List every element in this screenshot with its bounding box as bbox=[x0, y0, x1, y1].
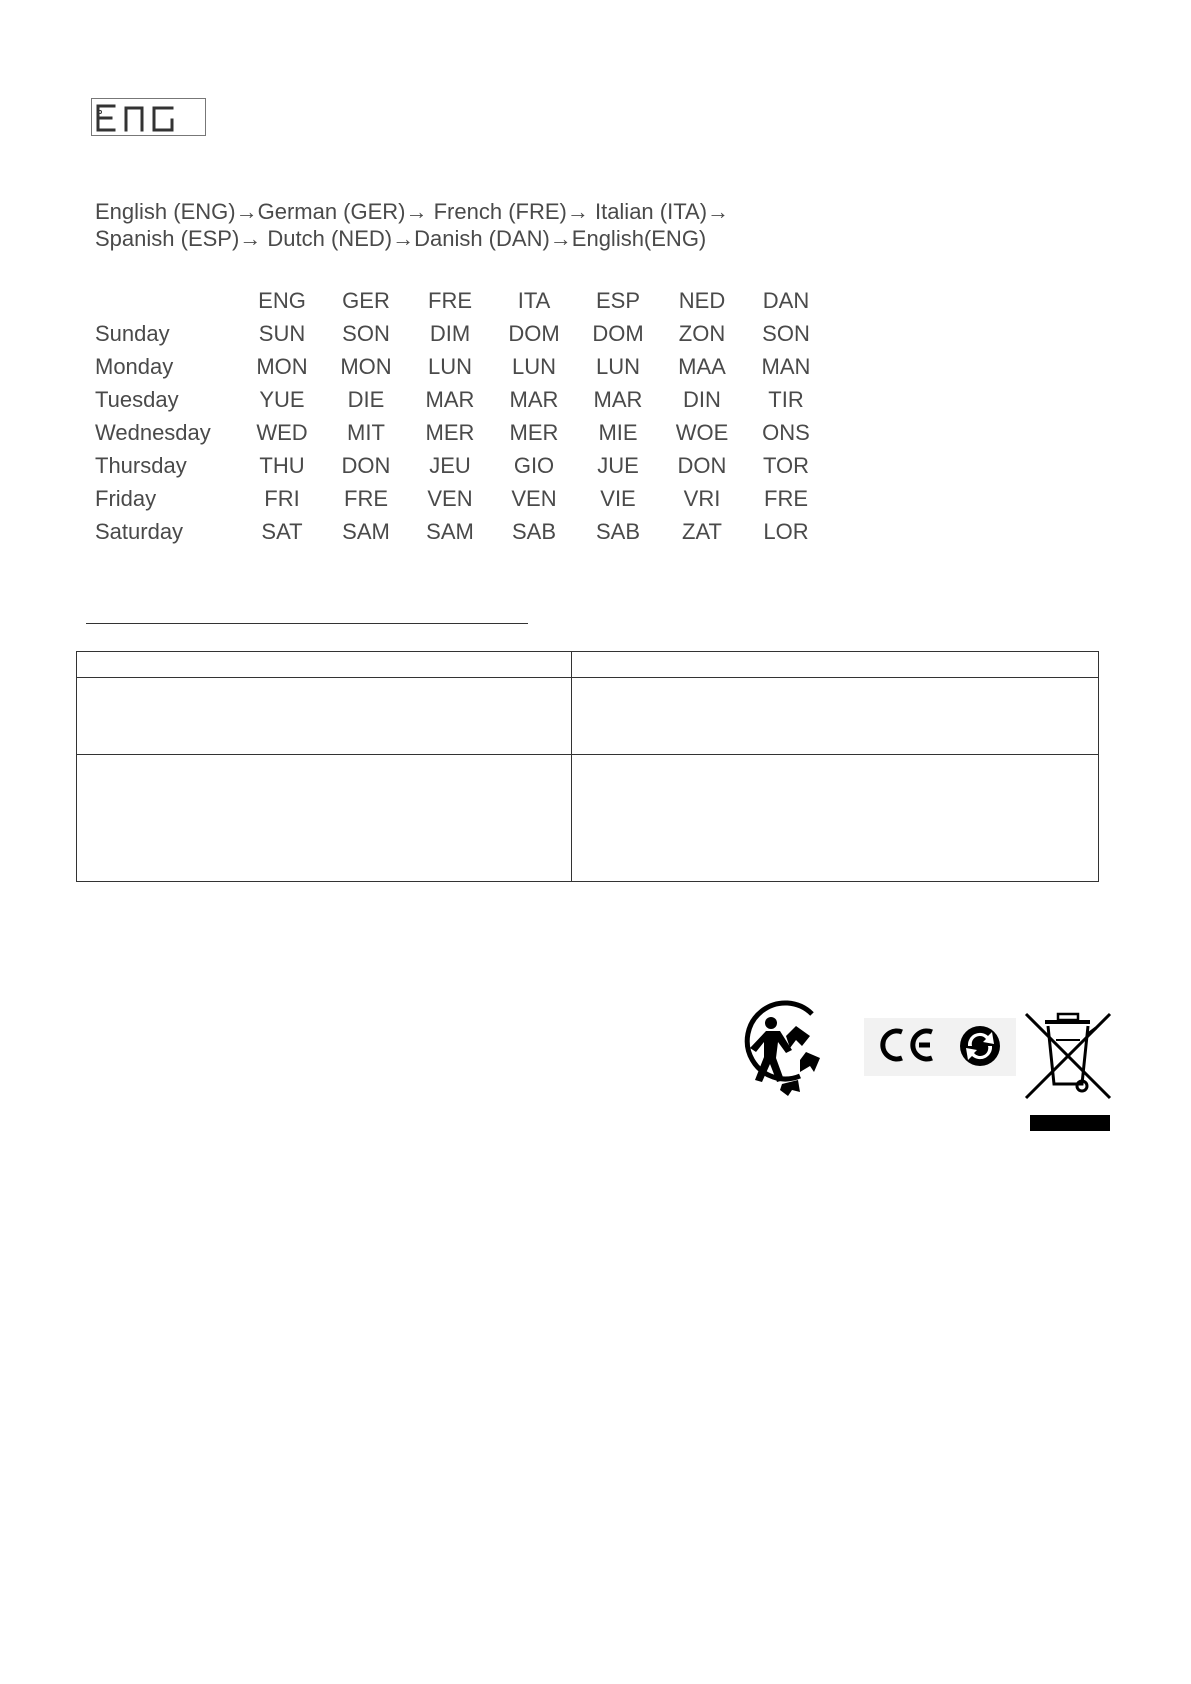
day-label: Thursday bbox=[95, 452, 187, 478]
day-cell: WOE bbox=[675, 419, 729, 445]
day-table-corner bbox=[95, 284, 240, 317]
day-cell: MAR bbox=[425, 386, 475, 412]
day-cell: VEN bbox=[511, 485, 557, 511]
table-row bbox=[95, 482, 828, 515]
day-cell: SAB bbox=[511, 518, 557, 544]
spec-grid bbox=[76, 651, 1099, 882]
grid-cell bbox=[77, 678, 572, 755]
language-sequence-line-1: English (ENG)→German (GER)→ French (FRE)→ Italian (ITA)→ bbox=[95, 199, 730, 224]
day-cell: MIE bbox=[598, 419, 638, 445]
table-row bbox=[95, 317, 828, 350]
header-fre: FRE bbox=[428, 287, 472, 313]
day-cell: DIE bbox=[347, 386, 385, 412]
grid-row bbox=[77, 678, 1099, 755]
day-cell: THU bbox=[259, 452, 305, 478]
grid-cell bbox=[572, 652, 1099, 678]
day-cell: TOR bbox=[762, 452, 810, 478]
day-cell: MER bbox=[425, 419, 475, 445]
day-cell: FRE bbox=[764, 485, 808, 511]
header-ita: ITA bbox=[517, 287, 551, 313]
day-cell: DIM bbox=[429, 320, 471, 346]
day-label: Sunday bbox=[95, 320, 170, 346]
day-cell: WED bbox=[256, 419, 308, 445]
day-cell: ZAT bbox=[682, 518, 722, 544]
day-cell: MAR bbox=[509, 386, 559, 412]
day-cell: SAM bbox=[426, 518, 474, 544]
compliance-logos bbox=[740, 1000, 1120, 1140]
day-cell: YUE bbox=[259, 386, 305, 412]
day-cell: SON bbox=[762, 320, 810, 346]
day-cell: GIO bbox=[513, 452, 555, 478]
lcd-display bbox=[91, 98, 206, 136]
lcd-eng-icon bbox=[94, 102, 202, 134]
green-dot-icon bbox=[960, 1026, 1000, 1066]
ce-green-dot-box bbox=[864, 1018, 1016, 1076]
day-cell: DIN bbox=[683, 386, 721, 412]
header-esp: ESP bbox=[595, 287, 641, 313]
day-cell: SON bbox=[342, 320, 390, 346]
day-cell: MON bbox=[340, 353, 392, 379]
grid-row bbox=[77, 652, 1099, 678]
table-row bbox=[95, 449, 828, 482]
table-row bbox=[95, 383, 828, 416]
grid-cell bbox=[77, 755, 572, 882]
grid-row bbox=[77, 755, 1099, 882]
triman-icon bbox=[747, 1003, 820, 1096]
language-sequence bbox=[95, 198, 729, 252]
grid-cell bbox=[572, 755, 1099, 882]
day-cell: SAT bbox=[261, 518, 303, 544]
day-cell: MON bbox=[256, 353, 308, 379]
day-cell: SAM bbox=[342, 518, 390, 544]
day-cell: DOM bbox=[592, 320, 644, 346]
day-cell: MER bbox=[509, 419, 559, 445]
day-cell: LOR bbox=[763, 518, 809, 544]
day-cell: SAB bbox=[595, 518, 641, 544]
day-cell: DON bbox=[341, 452, 391, 478]
day-cell: LUN bbox=[427, 353, 472, 379]
table-row bbox=[95, 350, 828, 383]
day-label: Friday bbox=[95, 485, 157, 511]
weee-bin-icon bbox=[1026, 1014, 1110, 1131]
day-cell: MIT bbox=[347, 419, 385, 445]
day-cell: LUN bbox=[595, 353, 640, 379]
table-row bbox=[95, 416, 828, 449]
grid-cell bbox=[572, 678, 1099, 755]
day-cell: FRI bbox=[264, 485, 300, 511]
day-label: Saturday bbox=[95, 518, 184, 544]
day-cell: DON bbox=[677, 452, 727, 478]
header-dan: DAN bbox=[762, 287, 810, 313]
day-label: Monday bbox=[95, 353, 174, 379]
day-language-table bbox=[95, 284, 828, 548]
day-cell: MAN bbox=[761, 353, 811, 379]
table-row bbox=[95, 515, 828, 548]
day-cell: MAA bbox=[678, 353, 726, 379]
day-cell: TIR bbox=[768, 386, 804, 412]
day-cell: SUN bbox=[258, 320, 306, 346]
grid-cell bbox=[77, 652, 572, 678]
day-cell: FRE bbox=[344, 485, 388, 511]
section-divider bbox=[86, 623, 528, 624]
day-cell: JEU bbox=[429, 452, 471, 478]
day-label: Tuesday bbox=[95, 386, 179, 412]
day-cell: JUE bbox=[597, 452, 639, 478]
header-eng: ENG bbox=[258, 287, 306, 313]
day-cell: VEN bbox=[427, 485, 473, 511]
day-cell: VIE bbox=[600, 485, 636, 511]
day-table-header-row bbox=[95, 284, 828, 317]
day-cell: ZON bbox=[678, 320, 726, 346]
day-cell: VRI bbox=[683, 485, 721, 511]
language-sequence-line-2: Spanish (ESP)→ Dutch (NED)→Danish (DAN)→English(ENG) bbox=[95, 226, 707, 251]
header-ned: NED bbox=[678, 287, 726, 313]
day-cell: DOM bbox=[508, 320, 560, 346]
day-cell: ONS bbox=[762, 419, 810, 445]
header-ger: GER bbox=[342, 287, 390, 313]
day-label: Wednesday bbox=[95, 419, 211, 445]
day-cell: MAR bbox=[593, 386, 643, 412]
day-cell: LUN bbox=[511, 353, 556, 379]
